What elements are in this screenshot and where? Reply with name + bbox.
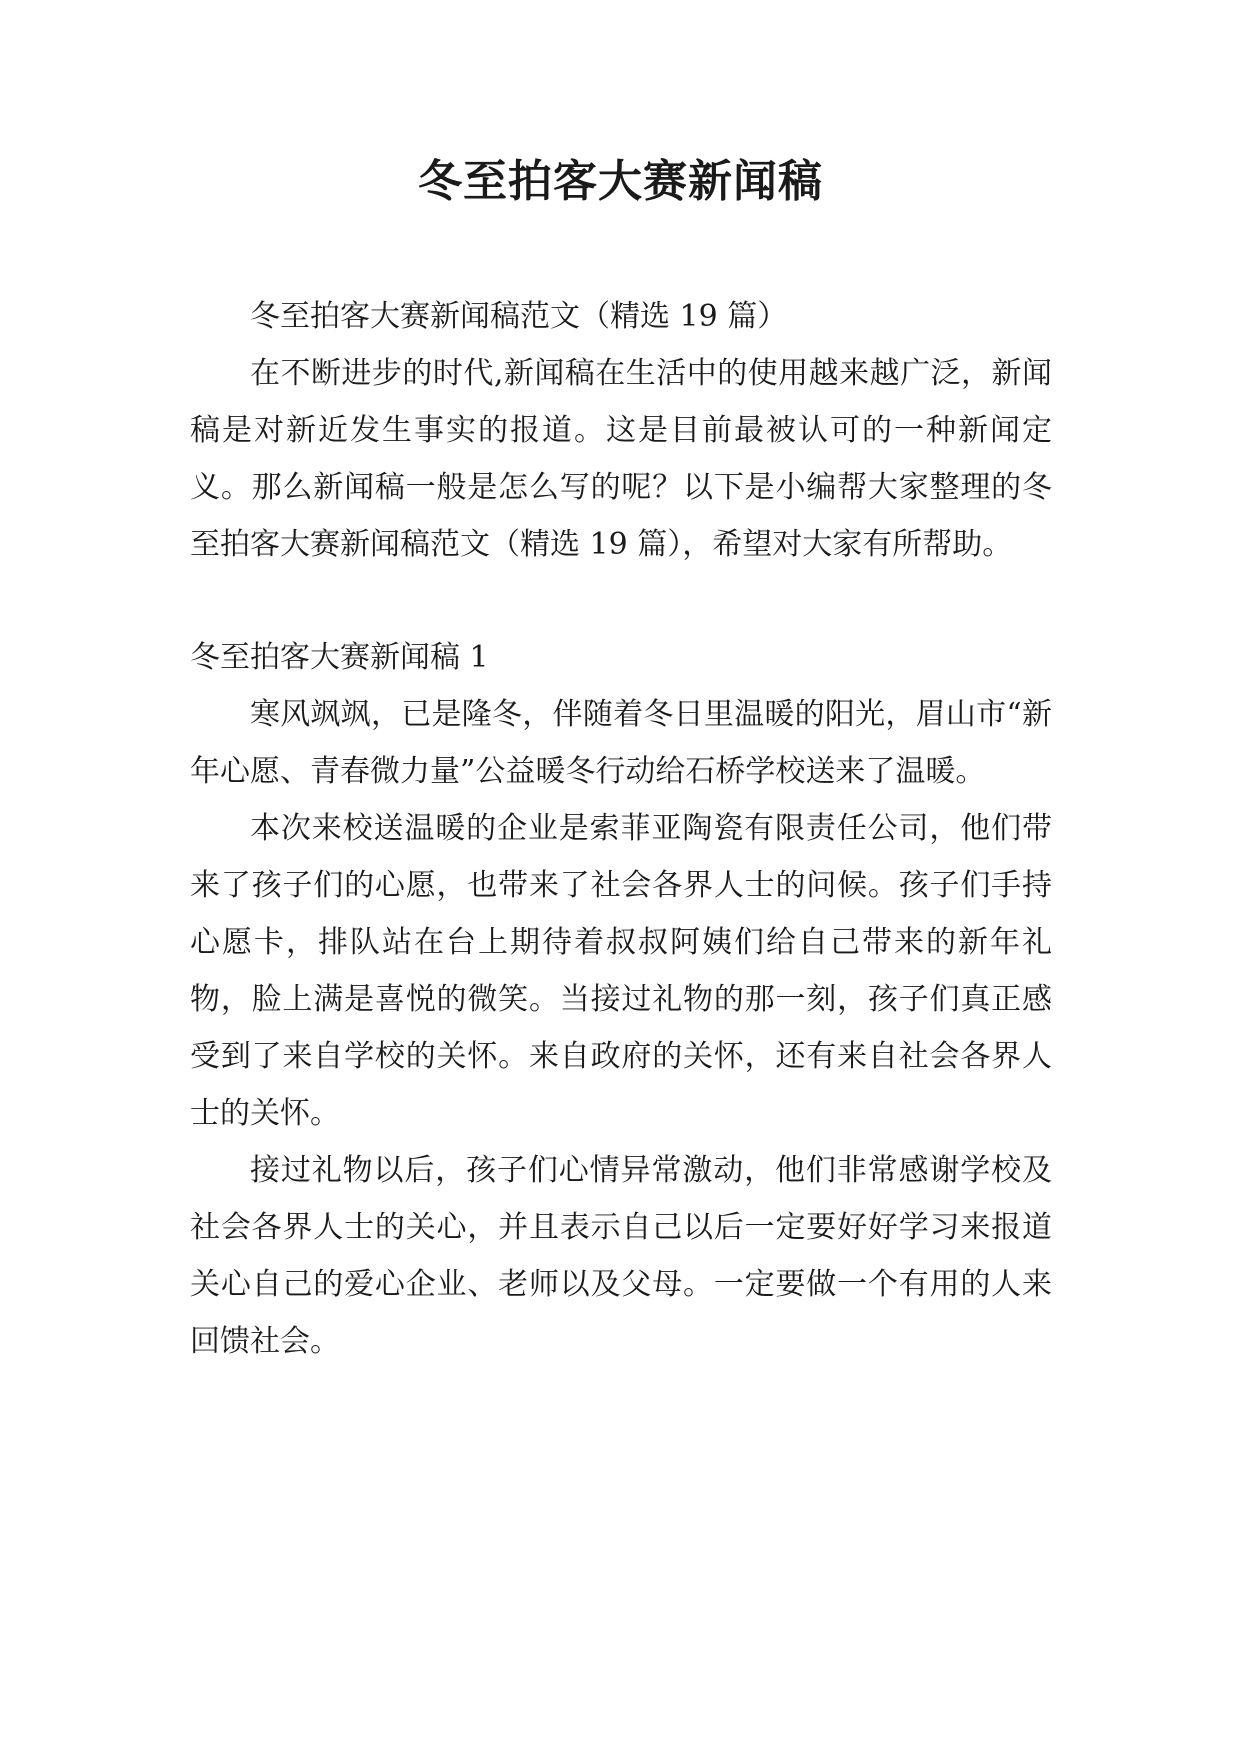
document-body xyxy=(190,288,1052,1370)
document-title: 冬至拍客大赛新闻稿 xyxy=(418,156,823,207)
section-heading: 冬至拍客大赛新闻稿 1 xyxy=(190,640,489,675)
document-subtitle: 冬至拍客大赛新闻稿范文（精选 19 篇） xyxy=(250,299,788,334)
body-paragraph: 本次来校送温暖的企业是索菲亚陶瓷有限责任公司，他们带来了孩子们的心愿，也带来了社会各界人士的问候。孩子们手持心愿卡，排队站在台上期待着叔叔阿姨们给自己带来的新年礼物，脸上满是喜悦的微笑。当接过礼物的那一刻，孩子们真正感受到了来自学校的关怀。来自政府的关怀，还有来自社会各界人士的关怀。 xyxy=(190,811,1052,1131)
body-paragraph: 寒风飒飒，已是隆冬，伴随着冬日里温暖的阳光，眉山市“新年心愿、青春微力量”公益暖冬行动给石桥学校送来了温暖。 xyxy=(190,697,1052,789)
intro-paragraph: 在不断进步的时代,新闻稿在生活中的使用越来越广泛，新闻稿是对新近发生事实的报道。这是目前最被认可的一种新闻定义。那么新闻稿一般是怎么写的呢？以下是小编帮大家整理的冬至拍客大赛新闻稿范文（精选 19 篇），希望对大家有所帮助。 xyxy=(190,356,1052,562)
body-paragraph: 接过礼物以后，孩子们心情异常激动，他们非常感谢学校及社会各界人士的关心，并且表示自己以后一定要好好学习来报道关心自己的爱心企业、老师以及父母。一定要做一个有用的人来回馈社会。 xyxy=(190,1153,1052,1359)
